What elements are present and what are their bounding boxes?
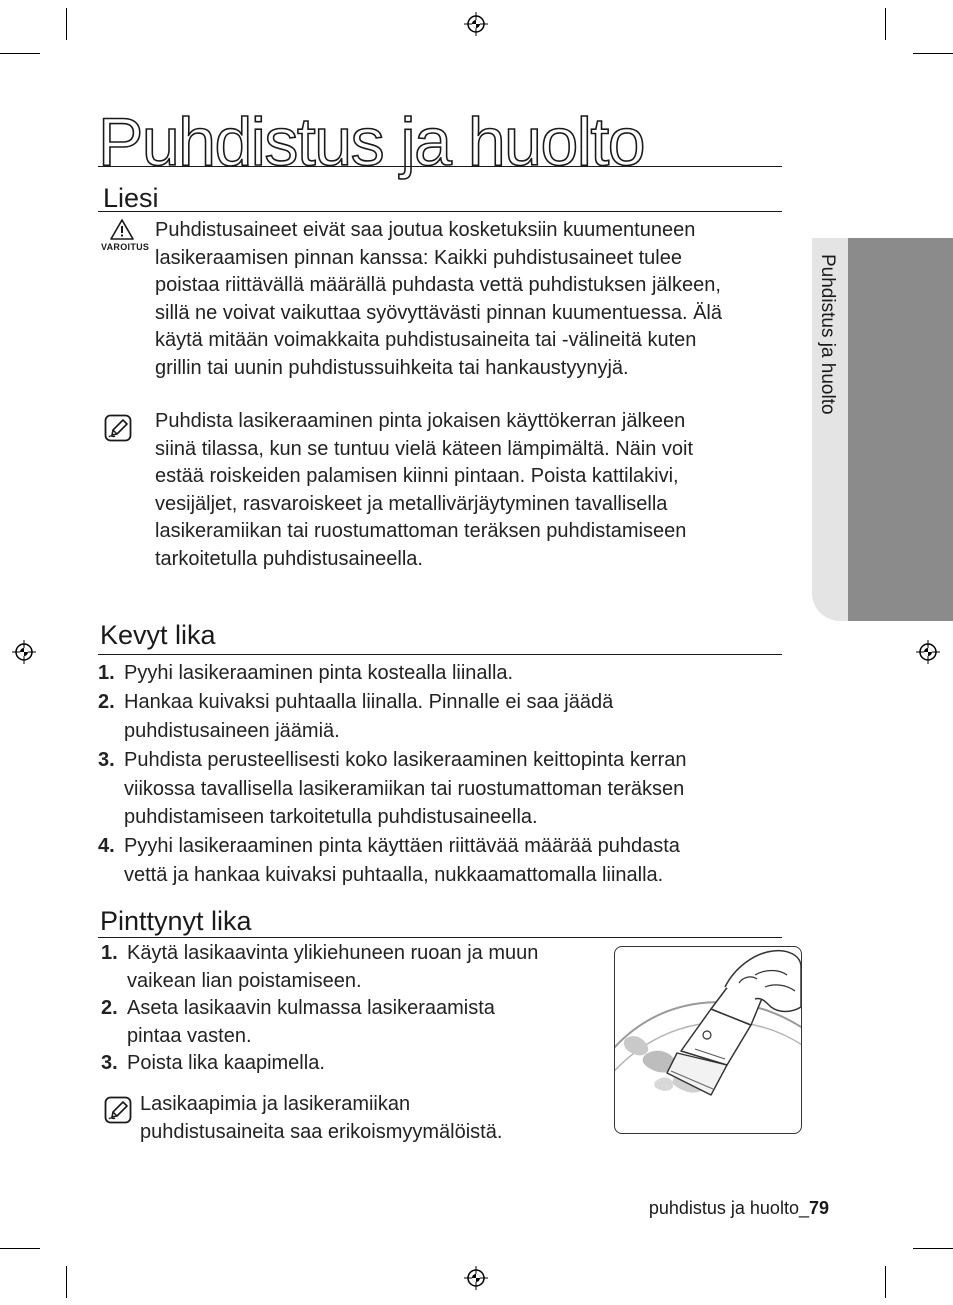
section-heading-liesi: Liesi xyxy=(103,183,159,213)
list-number: 1. xyxy=(101,942,118,964)
title-rule xyxy=(98,166,782,167)
text-line: Puhdistusaineet eivät saa joutua kosketuksiin kuumentuneen xyxy=(155,219,696,241)
text-line: Pyyhi lasikeraaminen pinta kostealla liinalla. xyxy=(124,662,514,684)
registration-mark-icon xyxy=(464,12,488,36)
page-title: Puhdistus ja huolto xyxy=(98,104,645,180)
warning-triangle-icon xyxy=(110,219,134,240)
text-line: vaikean lian poistamiseen. xyxy=(127,969,362,992)
crop-mark xyxy=(66,1266,67,1298)
text-line: estää roiskeiden palamisen kiinni pintaan. Poista kattilakivi, xyxy=(155,465,679,488)
list-item xyxy=(101,995,601,1050)
section-rule xyxy=(98,211,782,212)
note-pencil-icon xyxy=(104,1096,132,1124)
text-line: Poista lika kaapimella. xyxy=(127,1052,325,1074)
section-rule xyxy=(98,654,782,655)
glass-scraper-illustration xyxy=(614,946,802,1134)
text-line: vesijäljet, rasvaroiskeet ja metallivärjäytyminen tavallisella xyxy=(155,492,668,515)
list-number: 1. xyxy=(98,662,115,684)
list-number: 2. xyxy=(98,691,115,713)
warning-text xyxy=(155,217,815,383)
text-line: viikossa tavallisella lasikeramiikan tai ruostumattoman teräksen xyxy=(124,777,685,800)
text-line: poistaa riittävällä määrällä puhdasta vettä puhdistuksen jälkeen, xyxy=(155,274,721,297)
list-item xyxy=(98,688,788,745)
note-text xyxy=(140,1090,600,1146)
list-item xyxy=(101,940,601,995)
list-item xyxy=(101,1050,601,1078)
list-number: 3. xyxy=(98,749,115,771)
text-line: sillä ne voivat vaikuttaa syövyttävästi pinnan kuumentuessa. Älä xyxy=(155,301,722,324)
section-rule xyxy=(98,937,782,938)
text-line: puhdistamiseen tarkoitetulla puhdistusaineella. xyxy=(124,806,538,829)
crop-mark xyxy=(913,1248,953,1249)
text-line: Puhdista lasikeraaminen pinta jokaisen käyttökerran jälkeen xyxy=(155,410,686,432)
note-text xyxy=(155,408,795,574)
text-line: vettä ja hankaa kuivaksi puhtaalla, nukkaamattomalla liinalla. xyxy=(124,863,664,886)
text-line: tarkoitetulla puhdistusaineella. xyxy=(155,547,423,570)
text-line: Lasikaapimia ja lasikeramiikan xyxy=(140,1093,411,1115)
crop-mark xyxy=(66,8,67,40)
text-line: Aseta lasikaavin kulmassa lasikeraamista xyxy=(127,997,495,1019)
section-heading-pinttynyt-lika: Pinttynyt lika xyxy=(100,906,252,936)
crop-mark xyxy=(885,1266,886,1298)
text-line: pintaa vasten. xyxy=(127,1024,252,1047)
registration-mark-icon xyxy=(464,1266,488,1290)
list-item xyxy=(98,832,788,889)
warning-label: VAROITUS xyxy=(101,242,150,252)
section-heading-kevyt-lika: Kevyt lika xyxy=(100,620,216,650)
registration-mark-icon xyxy=(916,640,940,664)
text-line: lasikeraamisen pinnan kanssa: Kaikki puhdistusaineet tulee xyxy=(155,246,682,269)
footer-label: puhdistus ja huolto_ xyxy=(648,1198,809,1218)
list-item xyxy=(98,659,788,688)
text-line: grillin tai uunin puhdistussuihkeita tai hankaustyynyjä. xyxy=(155,356,629,379)
crop-mark xyxy=(885,8,886,40)
text-line: Käytä lasikaavinta ylikiehuneen ruoan ja muun xyxy=(127,942,539,964)
scraper-drawing xyxy=(615,947,802,1134)
text-line: käytä mitään voimakkaita puhdistusaineita tai -välineitä kuten xyxy=(155,329,697,352)
crop-mark xyxy=(913,53,953,54)
crop-mark xyxy=(0,1248,40,1249)
text-line: Puhdista perusteellisesti koko lasikeraaminen keittopinta kerran xyxy=(124,749,687,771)
note-pencil-icon xyxy=(104,414,132,442)
registration-mark-icon xyxy=(12,640,36,664)
crop-mark xyxy=(0,53,40,54)
side-tab-block xyxy=(840,238,953,621)
list-number: 3. xyxy=(101,1052,118,1074)
text-line: Hankaa kuivaksi puhtaalla liinalla. Pinnalle ei saa jäädä xyxy=(124,691,614,713)
page-footer xyxy=(649,1196,829,1220)
list-item xyxy=(98,746,788,832)
text-line: lasikeramiikan tai ruostumattoman teräksen puhdistamiseen xyxy=(155,520,687,543)
list-number: 2. xyxy=(101,997,118,1019)
text-line: puhdistusaineita saa erikoismyymälöistä. xyxy=(140,1121,503,1143)
text-line: puhdistusaineen jäämiä. xyxy=(124,719,340,742)
page-number: 79 xyxy=(808,1198,829,1218)
side-tab-label: Puhdistus ja huolto xyxy=(817,254,838,415)
text-line: siinä tilassa, kun se tuntuu vielä käteen lämpimältä. Näin voit xyxy=(155,437,694,460)
text-line: Pyyhi lasikeraaminen pinta käyttäen riittävää määrää puhdasta xyxy=(124,835,680,857)
list-number: 4. xyxy=(98,835,115,857)
